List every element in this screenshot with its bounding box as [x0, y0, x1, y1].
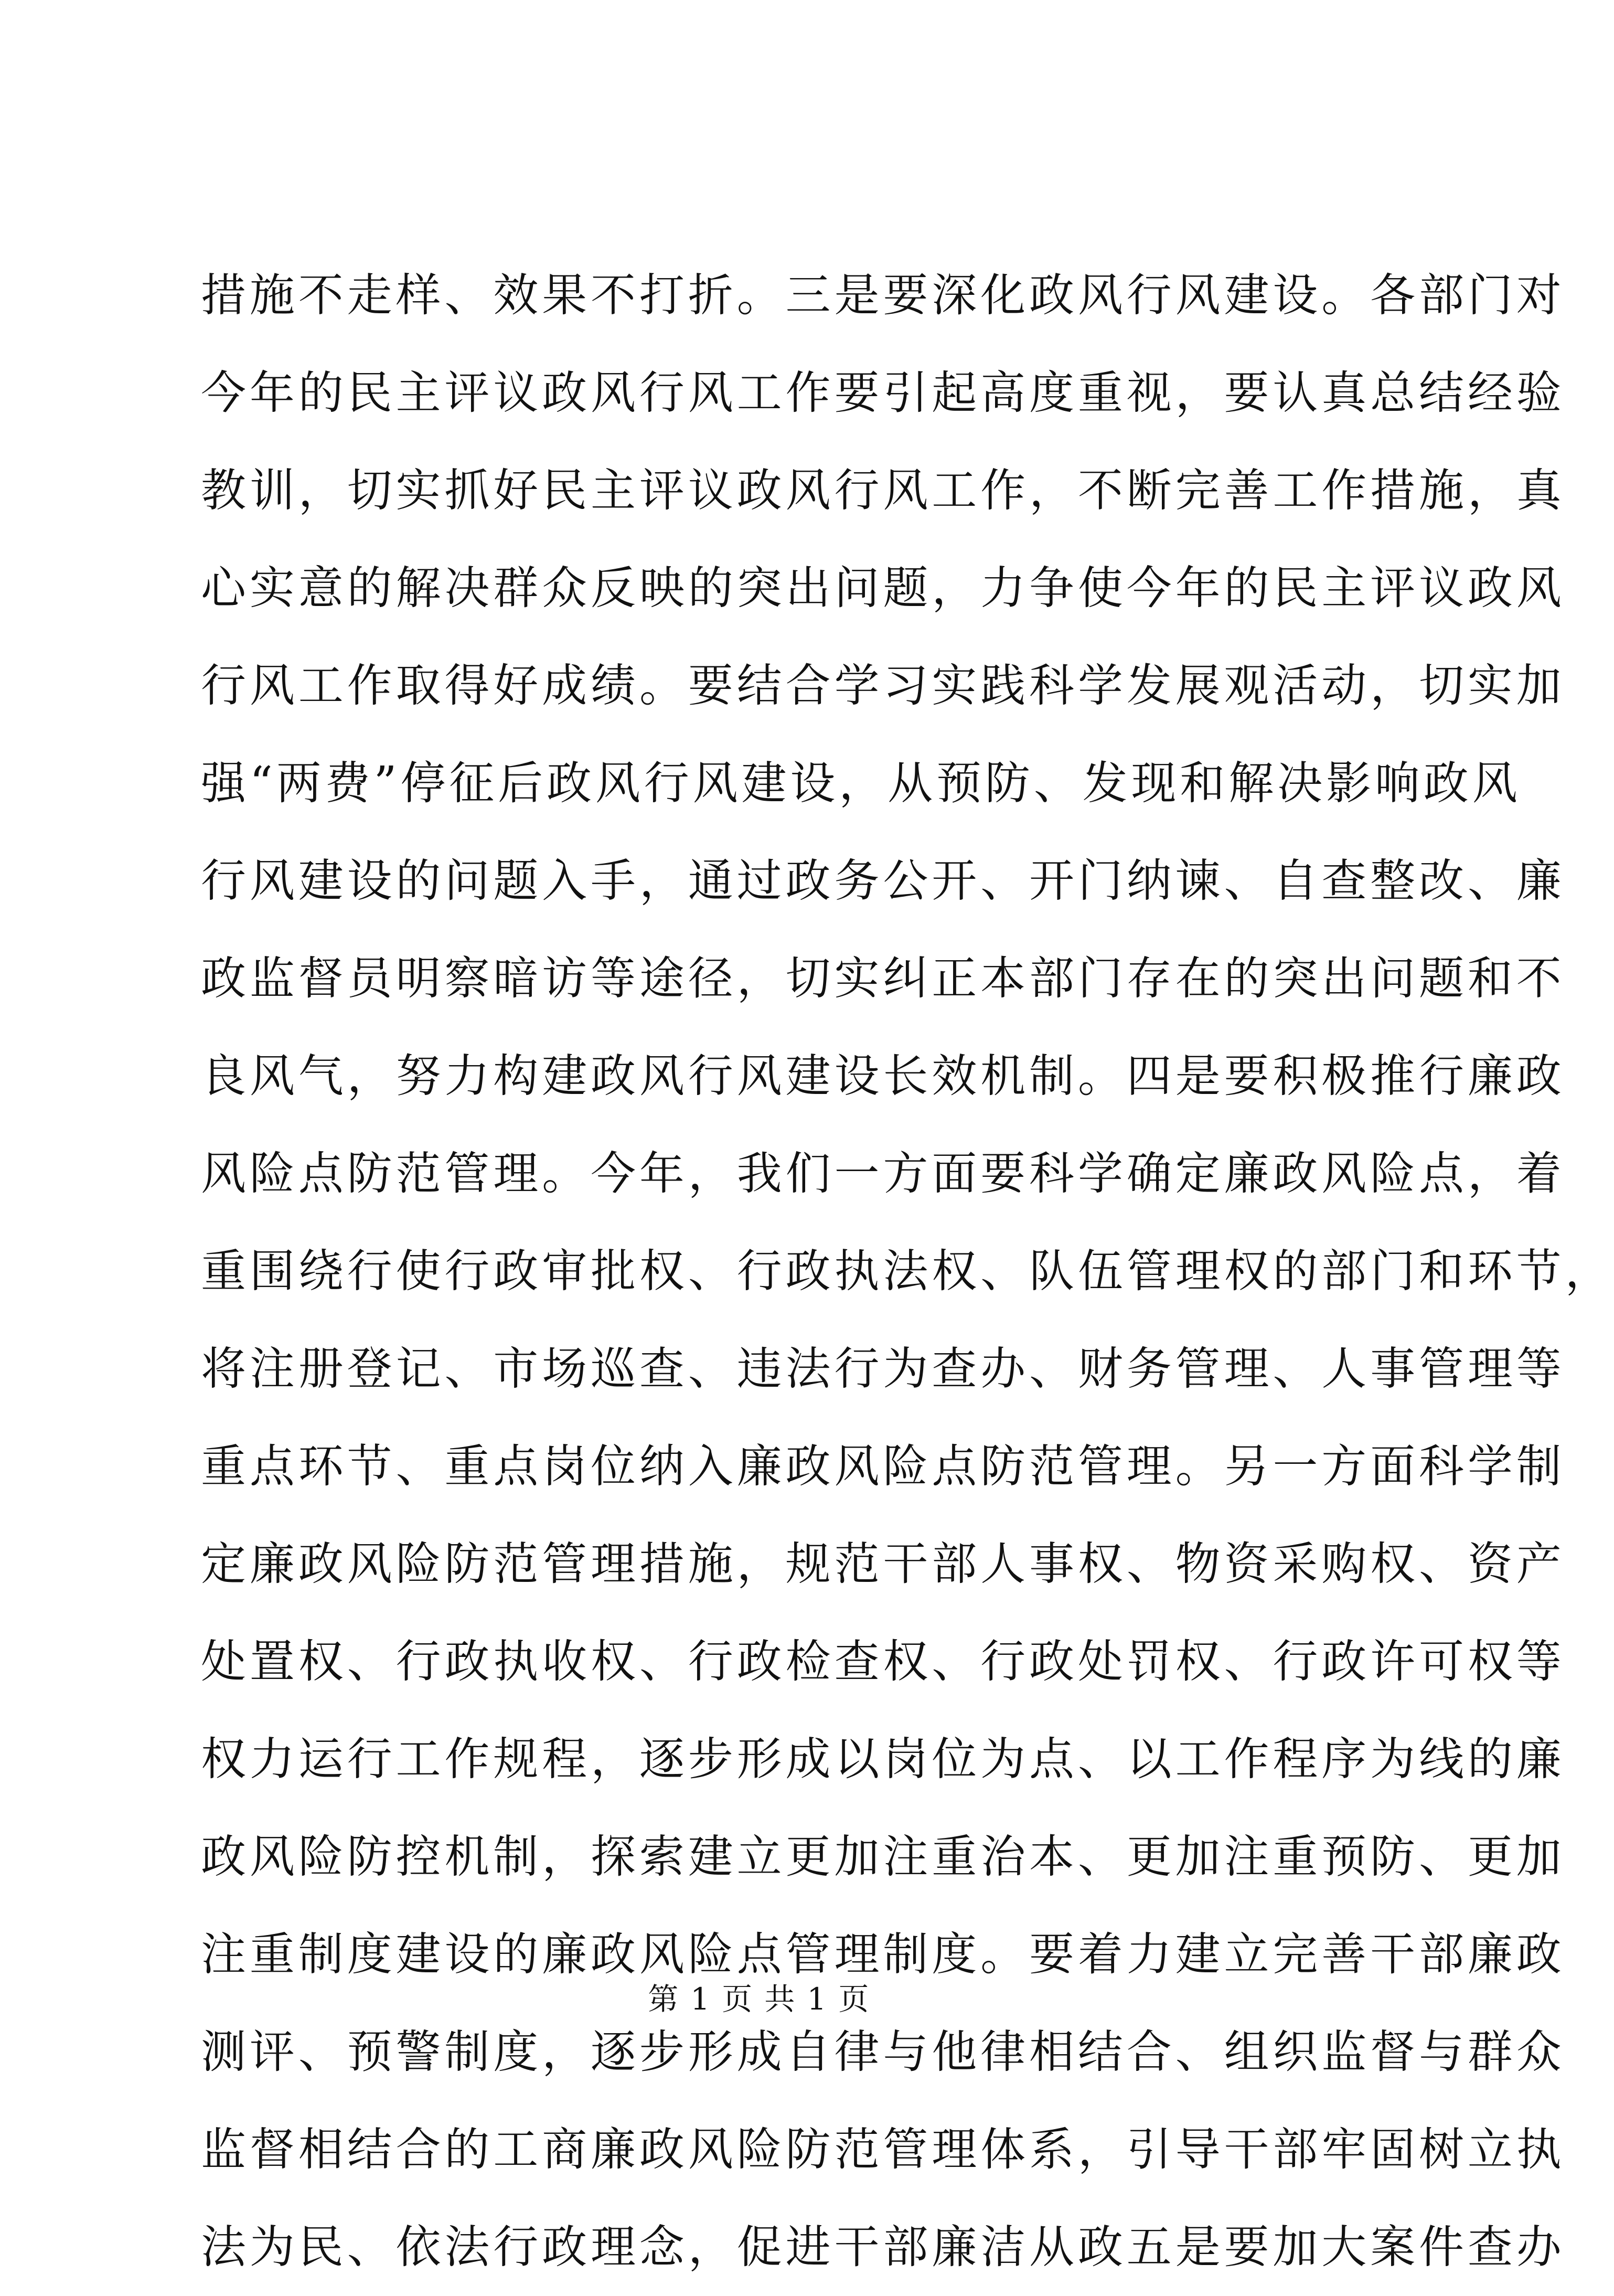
text-line-3: 教训，切实抓好民主评议政风行风工作，不断完善工作措施，真 [201, 464, 1565, 517]
text-line-12: 将注册登记、市场巡查、违法行为查办、财务管理、人事管理等 [201, 1343, 1565, 1395]
text-line-9: 良风气，努力构建政风行风建设长效机制。四是要积极推行廉政 [201, 1050, 1565, 1102]
text-line-21: 法为民、依法行政理念，促进干部廉洁从政五是要加大案件查办 [201, 2221, 1565, 2273]
text-line-1: 措施不走样、效果不打折。三是要深化政风行风建设。各部门对 [201, 269, 1565, 322]
text-line-4: 心实意的解决群众反映的突出问题，力争使今年的民主评议政风 [201, 562, 1565, 614]
text-line-18: 注重制度建设的廉政风险点管理制度。要着力建立完善干部廉政 [201, 1928, 1565, 1981]
text-line-17: 政风险防控机制，探索建立更加注重治本、更加注重预防、更加 [201, 1831, 1565, 1883]
text-line-11: 重围绕行使行政审批权、行政执法权、队伍管理权的部门和环节， [201, 1245, 1614, 1298]
text-line-14: 定廉政风险防范管理措施，规范干部人事权、物资采购权、资产 [201, 1538, 1565, 1590]
text-line-5: 行风工作取得好成绩。要结合学习实践科学发展观活动，切实加 [201, 660, 1565, 712]
text-line-8: 政监督员明察暗访等途径，切实纠正本部门存在的突出问题和不 [201, 952, 1565, 1005]
text-line-15: 处置权、行政执收权、行政检查权、行政处罚权、行政许可权等 [201, 1635, 1565, 1688]
text-line-2: 今年的民主评议政风行风工作要引起高度重视，要认真总结经验 [201, 367, 1565, 419]
text-line-19: 测评、预警制度，逐步形成自律与他律相结合、组织监督与群众 [201, 2026, 1565, 2078]
text-line-16: 权力运行工作规程，逐步形成以岗位为点、以工作程序为线的廉 [201, 1733, 1565, 1785]
text-line-10: 风险点防范管理。今年，我们一方面要科学确定廉政风险点，着 [201, 1147, 1565, 1200]
text-line-7: 行风建设的问题入手，通过政务公开、开门纳谏、自查整改、廉 [201, 855, 1565, 907]
text-line-13: 重点环节、重点岗位纳入廉政风险点防范管理。另一方面科学制 [201, 1440, 1565, 1493]
text-line-20: 监督相结合的工商廉政风险防范管理体系，引导干部牢固树立执 [201, 2123, 1565, 2176]
page-footer: 第 1 页 共 1 页 [648, 1981, 870, 2017]
text-line-6: 强“两费”停征后政风行风建设，从预防、发现和解决影响政风 [201, 757, 1521, 810]
